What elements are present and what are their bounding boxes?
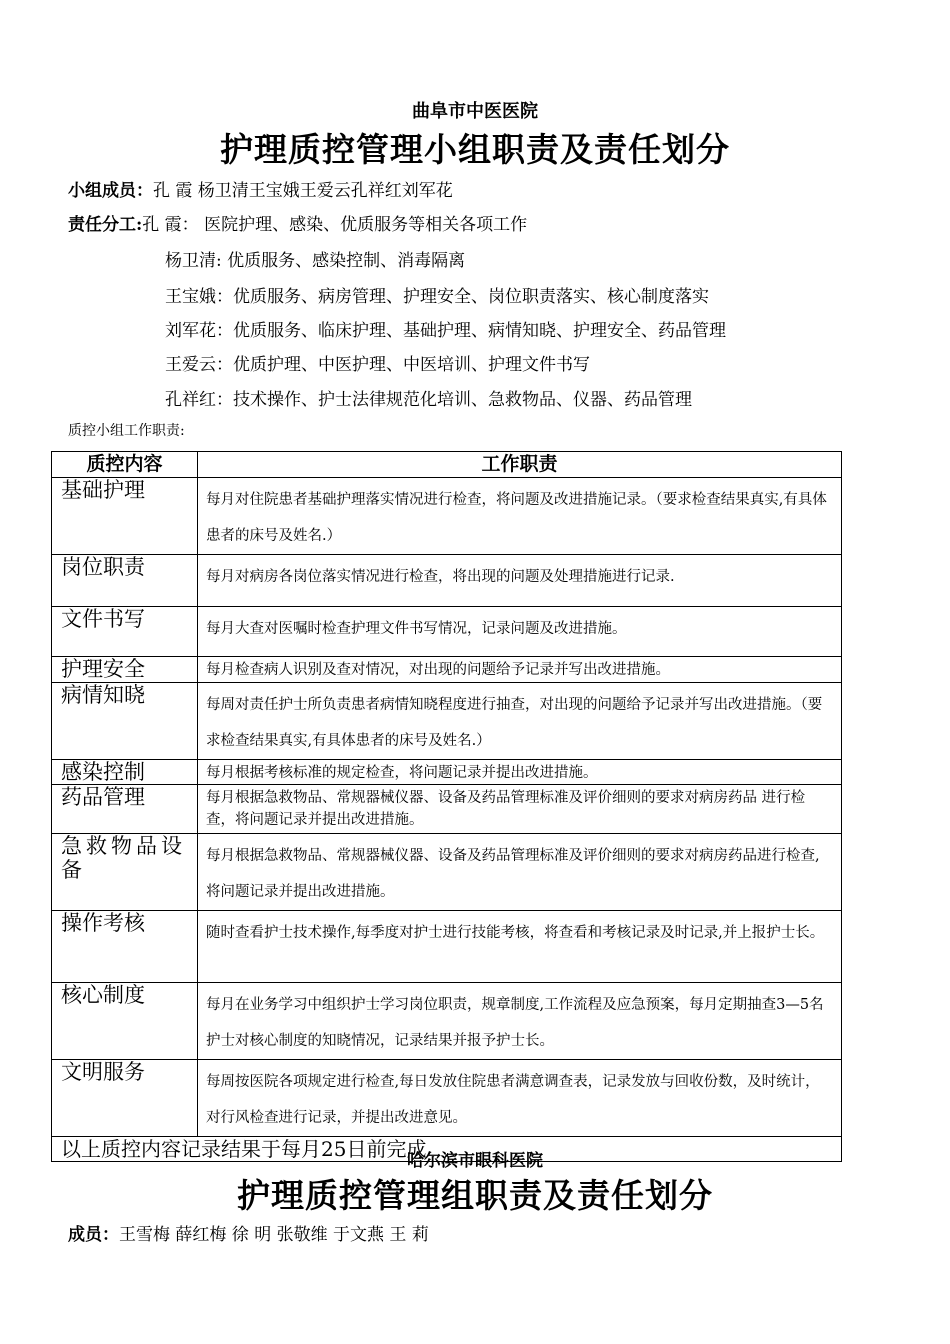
members-label: 小组成员： [68, 181, 153, 201]
duty-text: 孔 霞： 医院护理、感染、优质服务等相关各项工作 [142, 215, 528, 235]
row-category: 岗位职责 [52, 555, 198, 607]
document-title-2: 护理质控管理组职责及责任划分 [237, 1176, 713, 1215]
members-label-2: 成员： [68, 1225, 119, 1245]
table-row [52, 785, 842, 834]
table-row [52, 683, 842, 760]
table-footer-note: 以上质控内容记录结果于每月25日前完成 [52, 1137, 842, 1162]
table-header-row [52, 452, 842, 478]
row-category: 药品管理 [52, 785, 198, 834]
duty-line-3: 刘军花：优质服务、临床护理、基础护理、病情知晓、护理安全、药品管理 [165, 321, 726, 341]
row-category: 核心制度 [52, 983, 198, 1060]
row-category: 护理安全 [52, 657, 198, 683]
row-category: 基础护理 [52, 478, 198, 555]
row-duty: 每月对住院患者基础护理落实情况进行检查，将问题及改进措施记录。（要求检查结果真实,有具体患者的床号及姓名.） [198, 478, 842, 555]
table-row [52, 607, 842, 657]
table-row [52, 983, 842, 1060]
duty-line-4: 王爱云：优质护理、中医护理、中医培训、护理文件书写 [165, 355, 590, 375]
hospital-name: 曲阜市中医医院 [412, 101, 538, 122]
table-row [52, 911, 842, 983]
duty-line-1: 杨卫清: 优质服务、感染控制、消毒隔离 [165, 251, 466, 271]
header-work-duty: 工作职责 [198, 452, 842, 478]
row-duty: 每月根据考核标准的规定检查，将问题记录并提出改进措施。 [198, 760, 842, 785]
table-row [52, 834, 842, 911]
row-duty: 每周对责任护士所负责患者病情知晓程度进行抽查，对出现的问题给予记录并写出改进措施。（要求检查结果真实,有具体患者的床号及姓名.） [198, 683, 842, 760]
table-row [52, 478, 842, 555]
row-duty: 每月大查对医嘱时检查护理文件书写情况，记录问题及改进措施。 [198, 607, 842, 657]
row-duty: 随时查看护士技术操作,每季度对护士进行技能考核，将查看和考核记录及时记录,并上报护士长。 [198, 911, 842, 983]
members-line [68, 176, 453, 201]
row-category: 感染控制 [52, 760, 198, 785]
table-row [52, 760, 842, 785]
table-row [52, 657, 842, 683]
row-category: 文件书写 [52, 607, 198, 657]
qc-table [51, 451, 842, 1162]
document-title: 护理质控管理小组职责及责任划分 [220, 130, 730, 169]
row-duty: 每周按医院各项规定进行检查,每日发放住院患者满意调查表，记录发放与回收份数，及时统计，对行风检查进行记录，并提出改进意见。 [198, 1060, 842, 1137]
row-duty: 每月检查病人识别及查对情况，对出现的问题给予记录并写出改进措施。 [198, 657, 842, 683]
row-category: 病情知晓 [52, 683, 198, 760]
duty-line-0 [68, 210, 527, 235]
duty-label: 责任分工: [68, 215, 143, 235]
table-row [52, 1060, 842, 1137]
members-line-2 [68, 1220, 429, 1245]
row-duty: 每月根据急救物品、常规器械仪器、设备及药品管理标准及评价细则的要求对病房药品 进行检查，将问题记录并提出改进措施。 [198, 785, 842, 834]
hospital-name-2: 哈尔滨市眼科医院 [407, 1151, 543, 1171]
row-category: 操作考核 [52, 911, 198, 983]
row-duty: 每月在业务学习中组织护士学习岗位职责，规章制度,工作流程及应急预案，每月定期抽查3—5名护士对核心制度的知晓情况，记录结果并报予护士长。 [198, 983, 842, 1060]
members-text: 孔 霞 杨卫清王宝娥王爱云孔祥红刘军花 [153, 181, 453, 201]
duty-line-2: 王宝娥：优质服务、病房管理、护理安全、岗位职责落实、核心制度落实 [165, 287, 709, 307]
row-duty: 每月根据急救物品、常规器械仪器、设备及药品管理标准及评价细则的要求对病房药品进行检查,将问题记录并提出改进措施。 [198, 834, 842, 911]
header-qc-content: 质控内容 [52, 452, 198, 478]
row-duty: 每月对病房各岗位落实情况进行检查，将出现的问题及处理措施进行记录. [198, 555, 842, 607]
table-row [52, 555, 842, 607]
members-text-2: 王雪梅 薛红梅 徐 明 张敬维 于文燕 王 莉 [119, 1225, 429, 1245]
row-category: 急救物品设备 [52, 834, 198, 911]
row-category: 文明服务 [52, 1060, 198, 1137]
work-duties-label: 质控小组工作职责: [68, 423, 185, 439]
duty-line-5: 孔祥红：技术操作、护士法律规范化培训、急救物品、仪器、药品管理 [165, 390, 692, 410]
